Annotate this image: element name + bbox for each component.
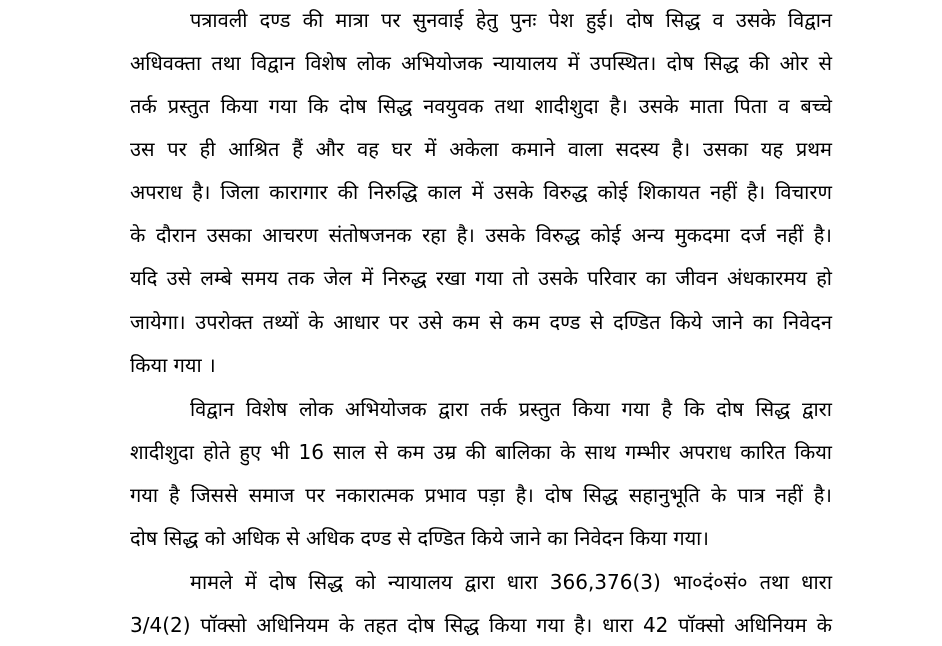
paragraph-1-line-1: पत्रावली दण्ड की मात्रा पर सुनवाई हेतु पुनः पेश हुई। दोष सिद्ध व उसके विद्वान <box>190 8 832 32</box>
paragraph-3-line-2: 3/4(2) पॉक्सो अधिनियम के तहत दोष सिद्ध किया गया है। धारा 42 पॉक्सो अधिनियम के <box>130 613 832 637</box>
paragraph-1-line-8: जायेगा। उपरोक्त तथ्यों के आधार पर उसे कम से कम दण्ड से दण्डित किये जाने का निवेदन <box>130 310 832 334</box>
paragraph-1-line-2: अधिवक्ता तथा विद्वान विशेष लोक अभियोजक न्यायालय में उपस्थित। दोष सिद्ध की ओर से <box>130 51 832 75</box>
paragraph-2-line-2: शादीशुदा होते हुए भी 16 साल से कम उम्र की बालिका के साथ गम्भीर अपराध कारित किया <box>130 440 832 464</box>
paragraph-2-line-4: दोष सिद्ध को अधिक से अधिक दण्ड से दण्डित किये जाने का निवेदन किया गया। <box>130 526 709 550</box>
paragraph-1-line-6: के दौरान उसका आचरण संतोषजनक रहा है। उसके विरुद्ध कोई अन्य मुकदमा दर्ज नहीं है। <box>130 223 832 247</box>
paragraph-1-line-5: अपराध है। जिला कारागार की निरुद्धि काल में उसके विरुद्ध कोई शिकायत नहीं है। विचारण <box>130 180 832 204</box>
paragraph-3-line-1: मामले में दोष सिद्ध को न्यायालय द्वारा धारा 366,376(3) भा०दं०सं० तथा धारा <box>190 570 832 594</box>
paragraph-1-line-9: किया गया । <box>130 353 216 377</box>
paragraph-2-line-1: विद्वान विशेष लोक अभियोजक द्वारा तर्क प्रस्तुत किया गया है कि दोष सिद्ध द्वारा <box>190 397 832 421</box>
paragraph-1-line-4: उस पर ही आश्रित हैं और वह घर में अकेला कमाने वाला सदस्य है। उसका यह प्रथम <box>130 137 832 161</box>
paragraph-2-line-3: गया है जिससे समाज पर नकारात्मक प्रभाव पड़ा है। दोष सिद्ध सहानुभूति के पात्र नहीं है। <box>130 483 832 507</box>
paragraph-1-line-3: तर्क प्रस्तुत किया गया कि दोष सिद्ध नवयुवक तथा शादीशुदा है। उसके माता पिता व बच्चे <box>130 94 832 118</box>
paragraph-1-line-7: यदि उसे लम्बे समय तक जेल में निरुद्ध रखा गया तो उसके परिवार का जीवन अंधकारमय हो <box>130 266 832 290</box>
